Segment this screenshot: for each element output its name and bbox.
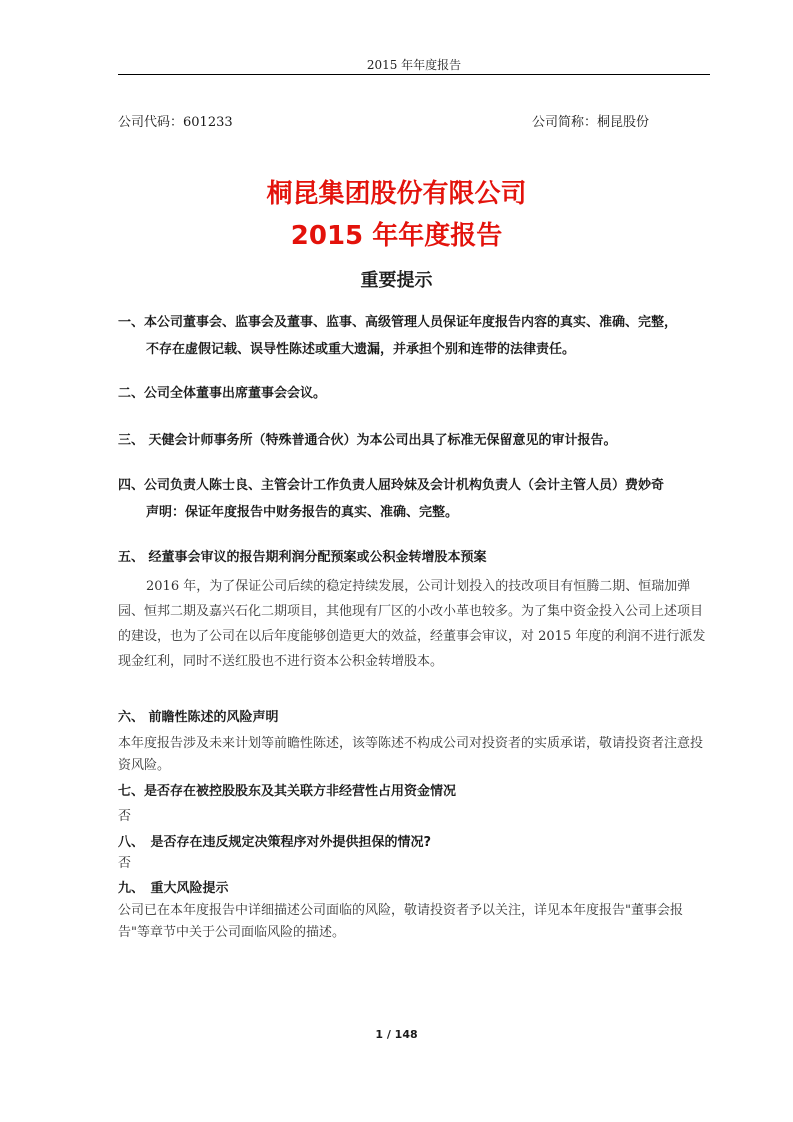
section-5-heading: 五、 经董事会审议的报告期利润分配预案或公积金转增股本预案 [118, 550, 487, 565]
important-notice-heading: 重要提示 [360, 270, 433, 291]
section-2: 二、公司全体董事出席董事会会议。 [118, 386, 327, 401]
section-3: 三、 天健会计师事务所（特殊普通合伙）为本公司出具了标准无保留意见的审计报告。 [118, 433, 617, 448]
section-6-heading: 六、 前瞻性陈述的风险声明 [118, 710, 279, 725]
company-abbreviation: 公司简称：桐昆股份 [532, 115, 650, 130]
section-1-line-1: 一、本公司董事会、监事会及董事、监事、高级管理人员保证年度报告内容的真实、准确、完整， [118, 315, 678, 330]
section-8-answer: 否 [118, 856, 132, 871]
page-number: 1 / 148 [375, 1028, 418, 1041]
running-header: 2015 年年度报告 [366, 58, 462, 72]
section-7-answer: 否 [118, 809, 132, 824]
section-4-line-1: 四、公司负责人陈士良、主管会计工作负责人屈玲妹及会计机构负责人（会计主管人员）费妙奇 [118, 478, 665, 493]
company-code: 公司代码：601233 [118, 115, 233, 130]
section-4-line-2: 声明：保证年度报告中财务报告的真实、准确、完整。 [146, 505, 459, 520]
section-9-heading: 九、 重大风险提示 [118, 881, 229, 896]
section-9-body: 公司已在本年度报告中详细描述公司面临的风险，敬请投资者予以关注，详见本年度报告"董事会报告"等章节中关于公司面临风险的描述。 [118, 903, 683, 940]
section-7-heading: 七、是否存在被控股股东及其关联方非经营性占用资金情况 [118, 784, 457, 799]
section-8-heading: 八、 是否存在违反规定决策程序对外提供担保的情况? [118, 835, 432, 850]
report-title-company: 桐昆集团股份有限公司 [266, 179, 527, 209]
header-divider [118, 74, 710, 75]
section-5-body: 2016 年，为了保证公司后续的稳定持续发展，公司计划投入的技改项目有恒腾二期、恒瑞加弹园、恒邦二期及嘉兴石化二期项目，其他现有厂区的小改小革也较多。为了集中资金投入公司上述项目的建设，也为了公司在以后年度能够创造更大的效益，经董事会审议，对 2015 年度的利润不进行派发现金红利，同时不送红股也不进行资本公积金转增股本。 [118, 579, 706, 669]
section-1-line-2: 不存在虚假记载、误导性陈述或重大遗漏，并承担个别和连带的法律责任。 [146, 342, 576, 357]
section-6-body: 本年度报告涉及未来计划等前瞻性陈述，该等陈述不构成公司对投资者的实质承诺，敬请投资者注意投资风险。 [118, 736, 704, 773]
report-title-year: 2015 年年度报告 [290, 221, 503, 251]
